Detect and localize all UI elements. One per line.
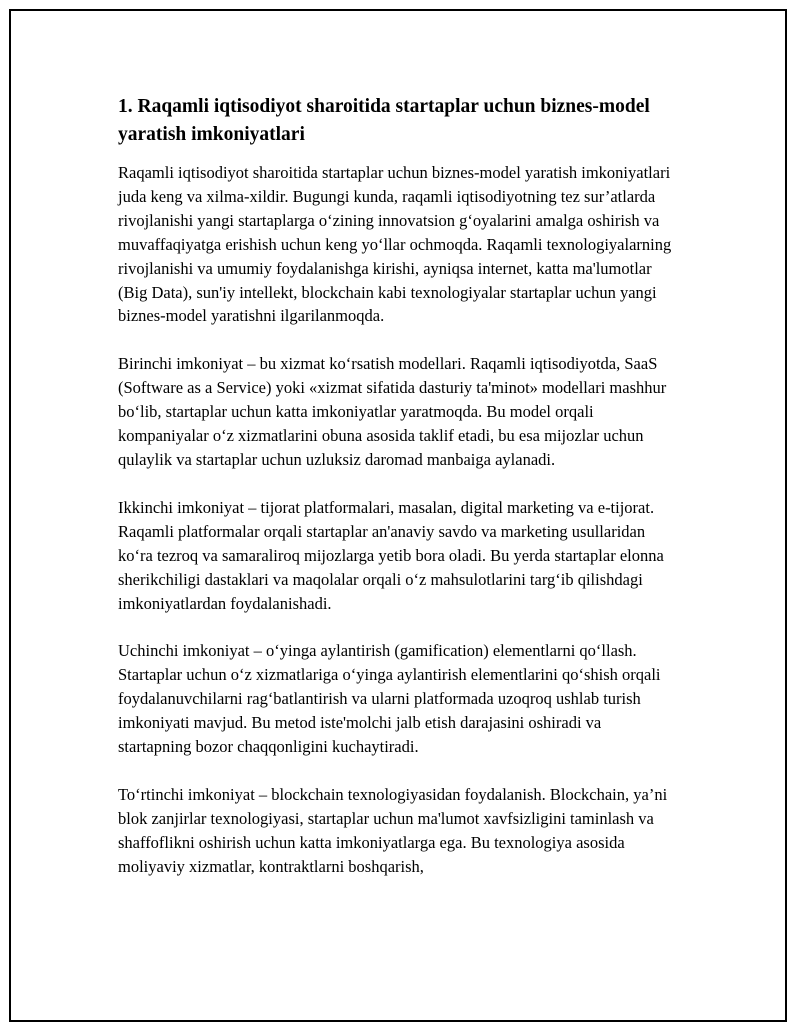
paragraph-fourth-opportunity: To‘rtinchi imkoniyat – blockchain texnologiyasidan foydalanish. Blockchain, ya’ni blok zanjirlar texnologiyasi, startaplar uchun ma'lumot xavfsizligini taminlash va shaffoflikni oshirish uchun katta imkoniyatlarga ega. Bu texnologiya asosida moliyaviy xizmatlar, kontraktlarni boshqarish,: [118, 784, 668, 876]
paragraph-second-opportunity: Ikkinchi imkoniyat – tijorat platformalari, masalan, digital marketing va e-tijorat. Raqamli platformalar orqali startaplar an'anaviy savdo va marketing usullaridan ko‘ra tezroq va samaraliroq mijozlarga yetib bora oladi. Bu yerda startaplar elonna sherikchiligi dastaklari va maqolalar orqali o‘z mahsulotlarini targ‘ib qilishdagi imkoniyatlardan foydalanishadi.: [118, 497, 664, 613]
document-body: [118, 93, 678, 903]
paragraph-intro: Raqamli iqtisodiyot sharoitida startaplar uchun biznes-model yaratish imkoniyatlari juda keng va xilma-xildir. Bugungi kunda, raqamli iqtisodiyotning tez sur’atlarda rivojlanishi yangi startaplarga o‘zining innovatsion g‘oyalarini amalga oshirish va muvaffaqiyatga erishish uchun keng yo‘llar ochmoqda. Raqamli texnologiyalarning rivojlanishi va umumiy foydalanishga kirishi, ayniqsa internet, katta ma'lumotlar (Big Data), sun'iy intellekt, blockchain kabi texnologiyalar startaplar uchun yangi biznes-model yaratishni ilgarilanmoqda.: [118, 163, 672, 326]
paragraph-first-opportunity: Birinchi imkoniyat – bu xizmat ko‘rsatish modellari. Raqamli iqtisodiyotda, SaaS (Software as a Service) yoki «xizmat sifatida dasturiy ta'minot» modellari mashhur bo‘lib, startaplar uchun katta imkoniyatlar yaratmoqda. Bu model orqali kompaniyalar o‘z xizmatlarini obuna asosida taklif etadi, bu esa mijozlar uchun qulaylik va startaplar uchun uzluksiz daromad manbaiga aylanadi.: [118, 354, 667, 469]
section-heading: 1. Raqamli iqtisodiyot sharoitida startaplar uchun biznes-model yaratish imkoniyatlari: [118, 96, 650, 145]
paragraph-third-opportunity: Uchinchi imkoniyat – o‘yinga aylantirish (gamification) elementlarni qo‘llash. Startaplar uchun o‘z xizmatlariga o‘yinga aylantirish elementlarini qo‘shish orqali foydalanuvchilarni rag‘batlantirish va ularni platformada uzoqroq ushlab turish imkoniyati mavjud. Bu metod iste'molchi jalb etish darajasini oshiradi va startapning bozor chaqqonligini kuchaytiradi.: [118, 641, 661, 757]
